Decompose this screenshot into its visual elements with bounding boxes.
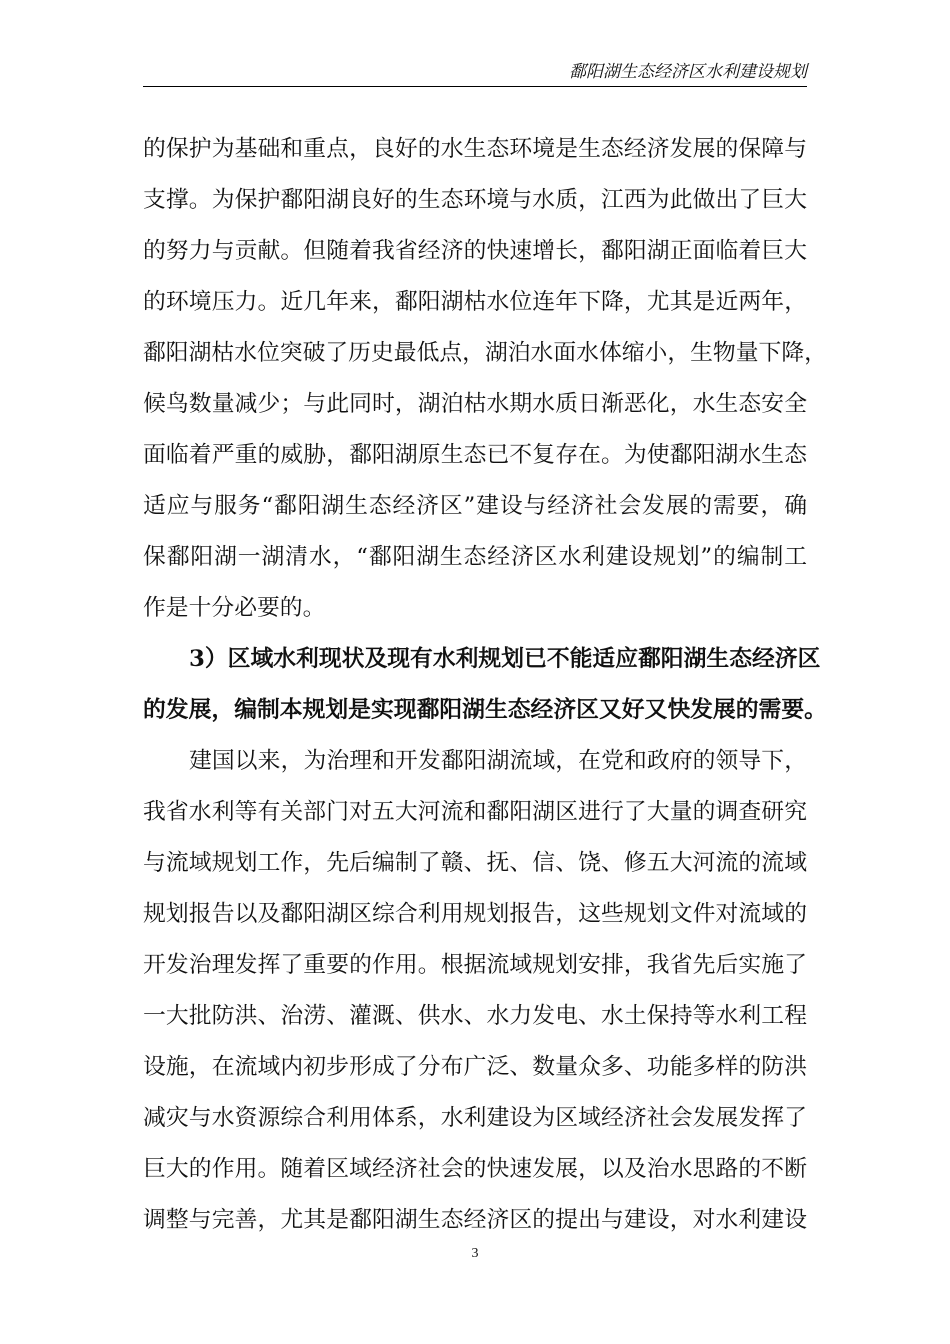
bold-heading-line: 的发展，编制本规划是实现鄱阳湖生态经济区又好又快发展的需要。: [143, 697, 827, 723]
text-line: 建国以来，为治理和开发鄱阳湖流域，在党和政府的领导下，: [189, 748, 807, 774]
header-title: 鄱阳湖生态经济区水利建设规划: [569, 62, 807, 82]
text-line: 鄱阳湖枯水位突破了历史最低点，湖泊水面水体缩小，生物量下降，: [143, 340, 827, 366]
text-line: 的保护为基础和重点，良好的水生态环境是生态经济发展的保障与: [143, 136, 807, 162]
text-line: 规划报告以及鄱阳湖区综合利用规划报告，这些规划文件对流域的: [143, 901, 807, 927]
text-line: 作是十分必要的。: [143, 595, 326, 621]
page-number: 3: [471, 1246, 479, 1261]
text-line: 候鸟数量减少；与此同时，湖泊枯水期水质日渐恶化，水生态安全: [143, 391, 807, 417]
text-line: 我省水利等有关部门对五大河流和鄱阳湖区进行了大量的调查研究: [143, 799, 807, 825]
text-line: 适应与服务“鄱阳湖生态经济区”建设与经济社会发展的需要，确: [143, 493, 807, 519]
text-line: 与流域规划工作，先后编制了赣、抚、信、饶、修五大河流的流域: [143, 850, 807, 876]
text-line: 开发治理发挥了重要的作用。根据流域规划安排，我省先后实施了: [143, 952, 807, 978]
text-line: 设施，在流域内初步形成了分布广泛、数量众多、功能多样的防洪: [143, 1054, 807, 1080]
text-line: 的努力与贡献。但随着我省经济的快速增长，鄱阳湖正面临着巨大: [143, 238, 807, 264]
text-line: 调整与完善，尤其是鄱阳湖生态经济区的提出与建设，对水利建设: [143, 1207, 807, 1233]
text-line: 面临着严重的威胁，鄱阳湖原生态已不复存在。为使鄱阳湖水生态: [143, 442, 807, 468]
paragraph-continuation: [143, 124, 827, 634]
paragraph-bold-heading: [143, 634, 827, 736]
text-line: 保鄱阳湖一湖清水，“鄱阳湖生态经济区水利建设规划”的编制工: [143, 544, 807, 570]
document-body: [143, 124, 827, 1246]
text-line: 减灾与水资源综合利用体系，水利建设为区域经济社会发展发挥了: [143, 1105, 807, 1131]
text-line: 的环境压力。近几年来，鄱阳湖枯水位连年下降，尤其是近两年，: [143, 289, 807, 315]
text-line: 巨大的作用。随着区域经济社会的快速发展，以及治水思路的不断: [143, 1156, 807, 1182]
text-line: 一大批防洪、治涝、灌溉、供水、水力发电、水土保持等水利工程: [143, 1003, 807, 1029]
page-header: [143, 62, 807, 87]
text-line: 支撑。为保护鄱阳湖良好的生态环境与水质，江西为此做出了巨大: [143, 187, 807, 213]
bold-heading-line: 3）区域水利现状及现有水利规划已不能适应鄱阳湖生态经济区: [189, 646, 821, 672]
paragraph-body: [143, 736, 807, 1246]
